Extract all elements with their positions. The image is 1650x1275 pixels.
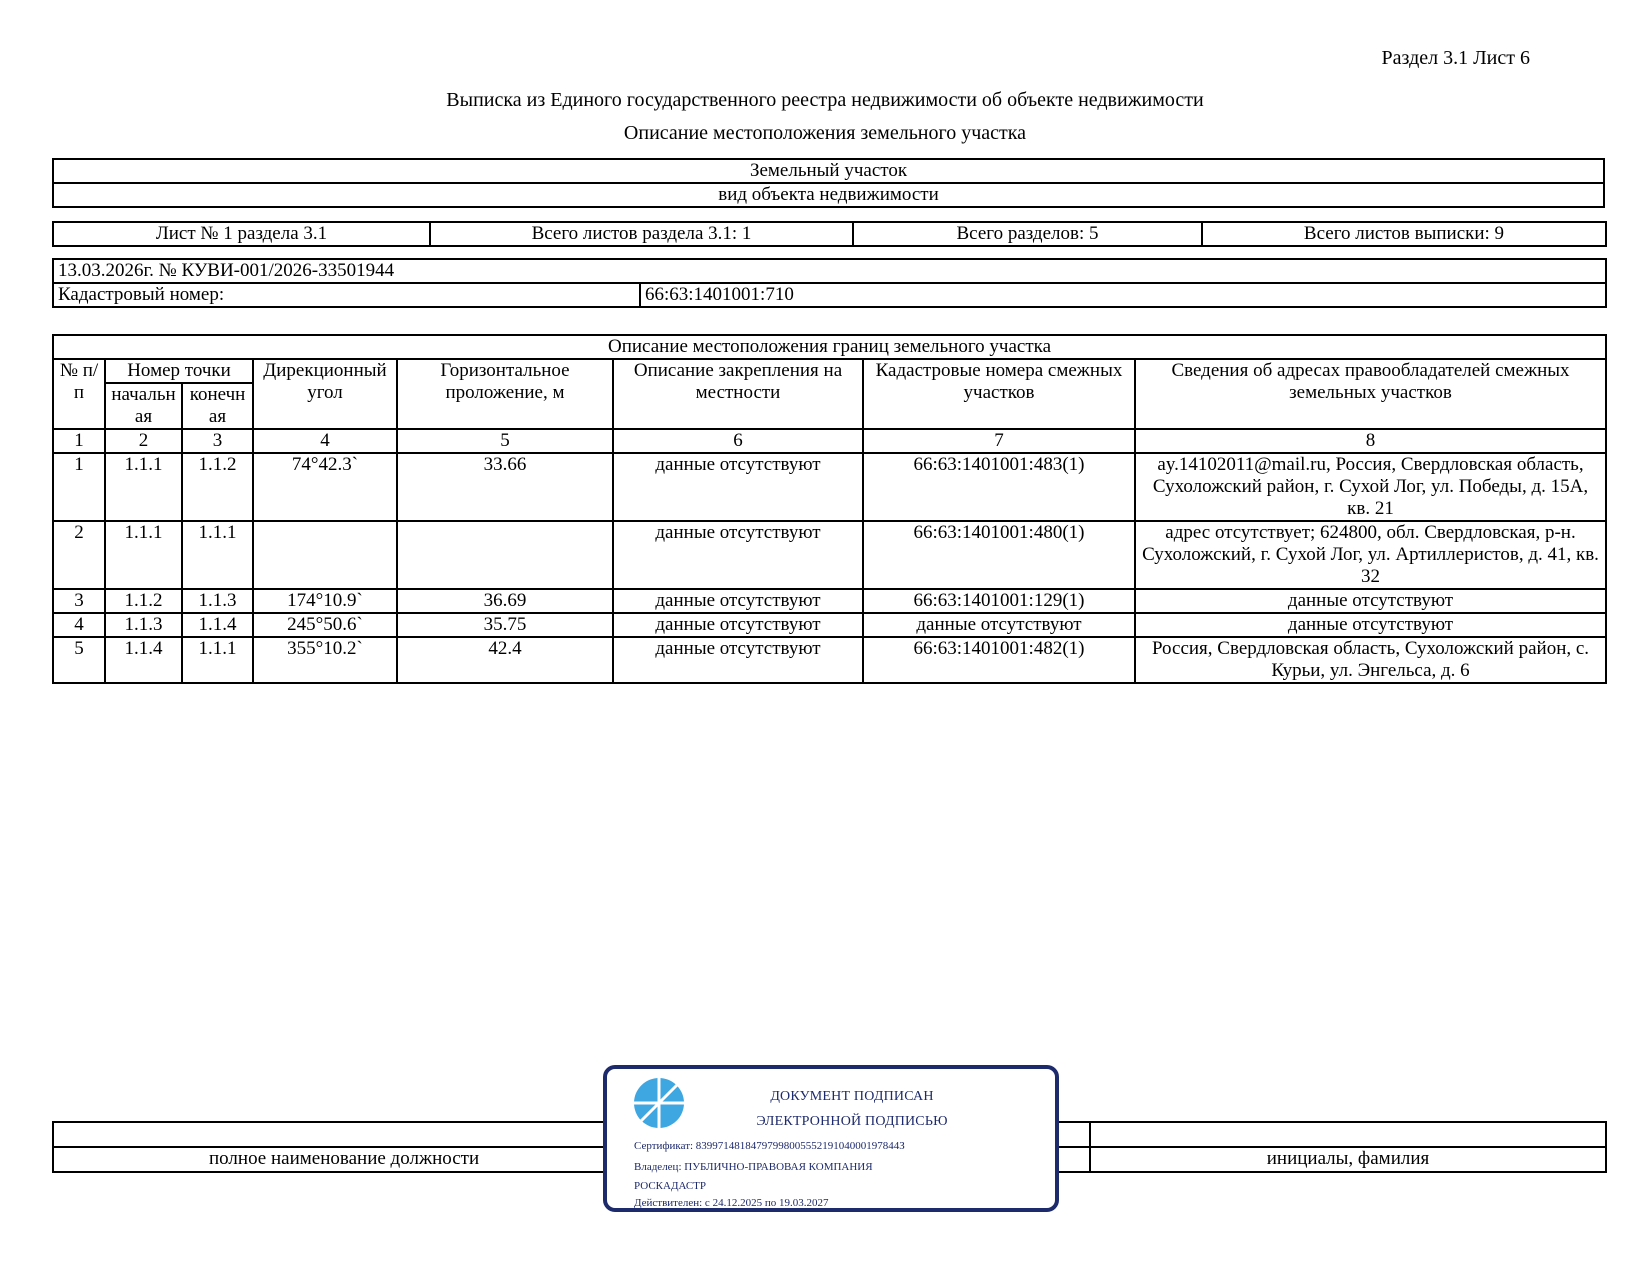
row-address: данные отсутствуют <box>1135 589 1606 613</box>
header-addresses: Сведения об адресах правообладателей смежных земельных участков <box>1135 359 1606 429</box>
row-angle: 245°50.6` <box>253 613 397 637</box>
roskadastr-logo-icon <box>633 1077 685 1129</box>
header-length: Горизонтальное проложение, м <box>397 359 613 429</box>
row-angle: 174°10.9` <box>253 589 397 613</box>
table-row <box>53 589 1606 613</box>
row-address: ay.14102011@mail.ru, Россия, Свердловская область, Сухоложский район, г. Сухой Лог, ул. Победы, д. 15А, кв. 21 <box>1135 453 1606 521</box>
document-subtitle: Описание местоположения земельного участка <box>623 122 1027 144</box>
position-label: полное наименование должности <box>53 1147 1090 1172</box>
header-angle: Дирекционный угол <box>253 359 397 429</box>
col-number: 7 <box>863 429 1135 453</box>
col-number: 6 <box>613 429 863 453</box>
stamp-owner: Владелец: ПУБЛИЧНО-ПРАВОВАЯ КОМПАНИЯ <box>634 1161 873 1173</box>
digital-signature-stamp <box>603 1065 1059 1212</box>
row-adjacent: 66:63:1401001:480(1) <box>863 521 1135 589</box>
row-fixing: данные отсутствуют <box>613 453 863 521</box>
name-cell <box>1090 1122 1606 1147</box>
header-fixing: Описание закрепления на местности <box>613 359 863 429</box>
col-number: 2 <box>105 429 182 453</box>
row-length: 42.4 <box>397 637 613 683</box>
object-kind-table <box>52 158 1605 208</box>
cadastral-number-label: Кадастровый номер: <box>53 283 640 307</box>
name-label: инициалы, фамилия <box>1090 1147 1606 1172</box>
row-num: 3 <box>53 589 105 613</box>
row-end: 1.1.2 <box>182 453 253 521</box>
stamp-line-1: ДОКУМЕНТ ПОДПИСАН <box>770 1089 934 1104</box>
row-angle: 355°10.2` <box>253 637 397 683</box>
header-end-point: конечн ая <box>182 383 253 429</box>
boundaries-table <box>52 334 1607 684</box>
stamp-certificate: Сертификат: 8399714818479799800555219104000197844З <box>634 1140 905 1152</box>
stamp-line-2: ЭЛЕКТРОННОЙ ПОДПИСЬЮ <box>756 1114 948 1129</box>
row-end: 1.1.1 <box>182 637 253 683</box>
row-num: 5 <box>53 637 105 683</box>
row-num: 1 <box>53 453 105 521</box>
column-numbers-row <box>53 429 1606 453</box>
cadastral-number-value: 66:63:1401001:710 <box>640 283 1606 307</box>
row-address: адрес отсутствует; 624800, обл. Свердловская, р-н. Сухоложский, г. Сухой Лог, ул. Артиллеристов, д. 41, кв. 32 <box>1135 521 1606 589</box>
row-address: данные отсутствуют <box>1135 613 1606 637</box>
row-start: 1.1.4 <box>105 637 182 683</box>
col-number: 4 <box>253 429 397 453</box>
row-start: 1.1.3 <box>105 613 182 637</box>
row-fixing: данные отсутствуют <box>613 613 863 637</box>
row-end: 1.1.3 <box>182 589 253 613</box>
row-fixing: данные отсутствуют <box>613 521 863 589</box>
row-num: 4 <box>53 613 105 637</box>
row-address: Россия, Свердловская область, Сухоложский район, с. Курьи, ул. Энгельса, д. 6 <box>1135 637 1606 683</box>
row-start: 1.1.1 <box>105 521 182 589</box>
row-length: 36.69 <box>397 589 613 613</box>
row-adjacent: 66:63:1401001:129(1) <box>863 589 1135 613</box>
row-fixing: данные отсутствуют <box>613 637 863 683</box>
row-adjacent: 66:63:1401001:482(1) <box>863 637 1135 683</box>
record-date-number: 13.03.2026г. № КУВИ-001/2026-33501944 <box>53 259 1606 283</box>
header-num: № п/п <box>53 359 105 429</box>
table-row <box>53 453 1606 521</box>
header-start-point: начальн ая <box>105 383 182 429</box>
boundaries-title: Описание местоположения границ земельного участка <box>53 335 1606 359</box>
col-number: 3 <box>182 429 253 453</box>
document-title: Выписка из Единого государственного реестра недвижимости об объекте недвижимости <box>446 89 1204 111</box>
sheets-info-table <box>52 221 1607 247</box>
table-row <box>53 521 1606 589</box>
col-number: 5 <box>397 429 613 453</box>
total-sheets-extract: Всего листов выписки: 9 <box>1202 222 1606 246</box>
row-angle <box>253 521 397 589</box>
row-num: 2 <box>53 521 105 589</box>
row-angle: 74°42.3` <box>253 453 397 521</box>
col-number: 1 <box>53 429 105 453</box>
row-length: 33.66 <box>397 453 613 521</box>
record-table <box>52 258 1607 308</box>
row-start: 1.1.1 <box>105 453 182 521</box>
row-start: 1.1.2 <box>105 589 182 613</box>
total-sheets-section: Всего листов раздела 3.1: 1 <box>430 222 853 246</box>
object-name: Земельный участок <box>53 159 1604 183</box>
row-fixing: данные отсутствуют <box>613 589 863 613</box>
row-end: 1.1.1 <box>182 521 253 589</box>
row-length: 35.75 <box>397 613 613 637</box>
row-length <box>397 521 613 589</box>
total-sections: Всего разделов: 5 <box>853 222 1202 246</box>
object-kind-label: вид объекта недвижимости <box>53 183 1604 207</box>
table-row <box>53 613 1606 637</box>
row-adjacent: 66:63:1401001:483(1) <box>863 453 1135 521</box>
table-row <box>53 637 1606 683</box>
row-end: 1.1.4 <box>182 613 253 637</box>
stamp-valid: Действителен: с 24.12.2025 по 19.03.2027 <box>634 1197 829 1209</box>
header-point-number: Номер точки <box>105 359 253 383</box>
header-adjacent: Кадастровые номера смежных участков <box>863 359 1135 429</box>
row-adjacent: данные отсутствуют <box>863 613 1135 637</box>
section-sheet-label: Раздел 3.1 Лист 6 <box>1381 47 1530 69</box>
stamp-owner-name: РОСКАДАСТР <box>634 1180 707 1192</box>
col-number: 8 <box>1135 429 1606 453</box>
sheet-number: Лист № 1 раздела 3.1 <box>53 222 430 246</box>
